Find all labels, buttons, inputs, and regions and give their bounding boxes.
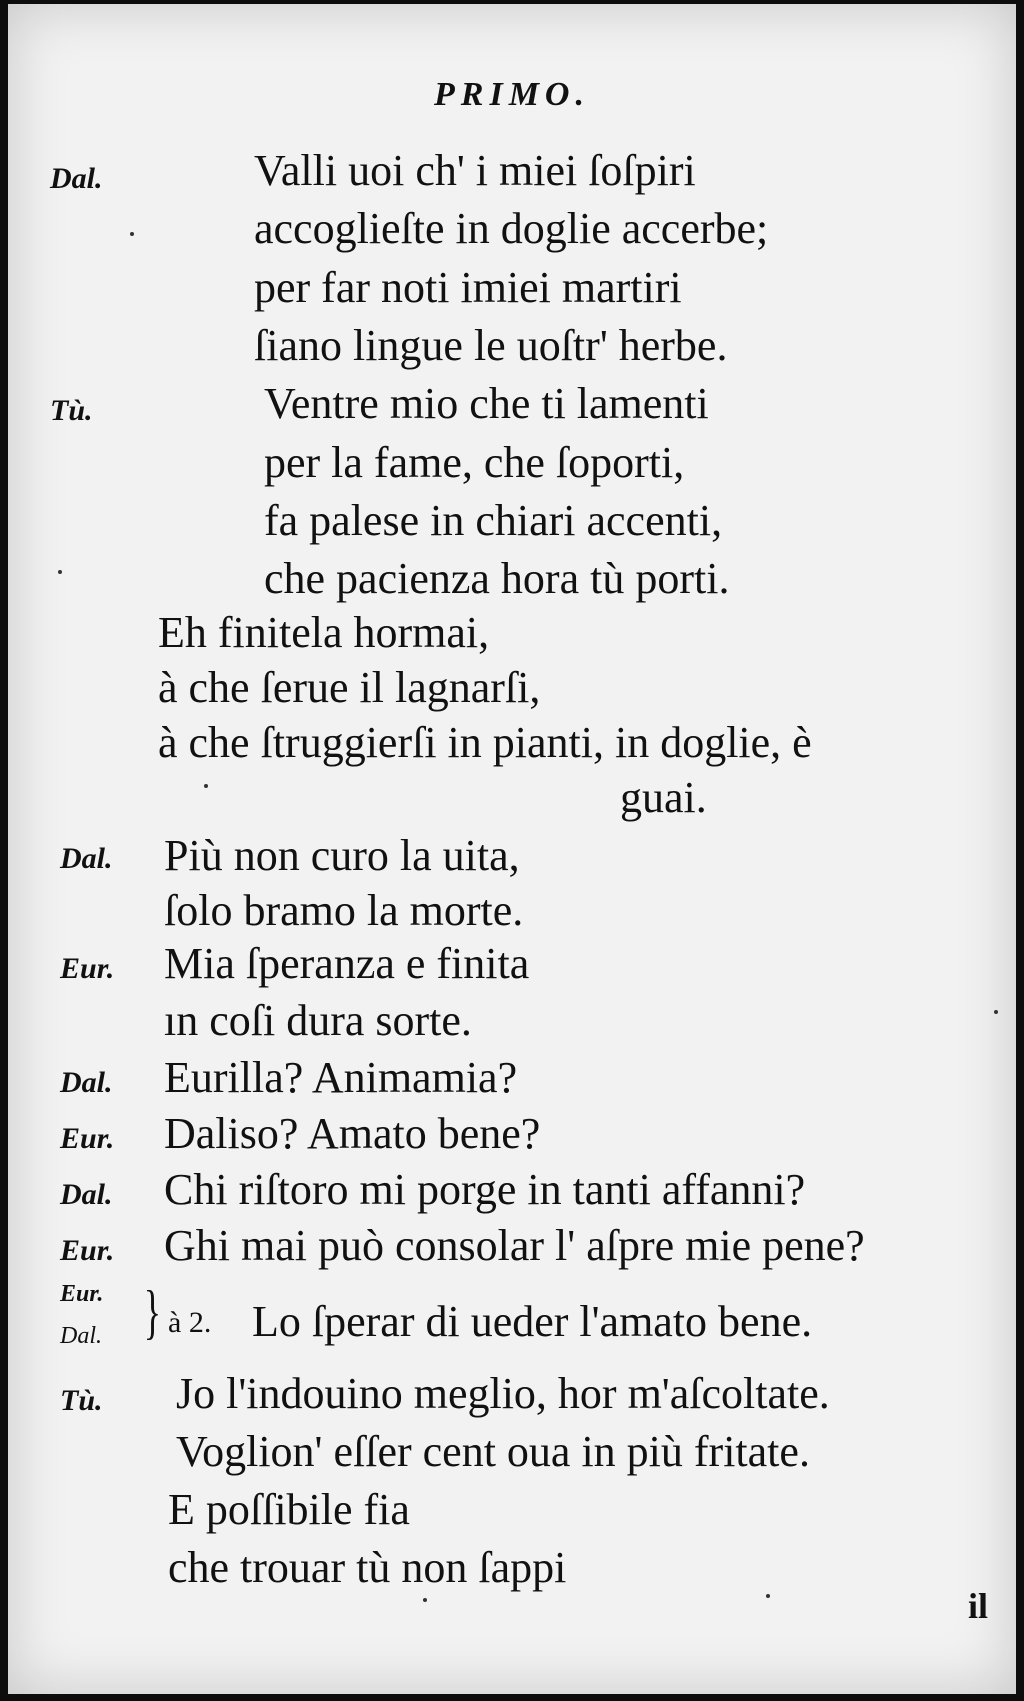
verse-line: E poſſibile fia bbox=[168, 1485, 410, 1534]
verse-line: à che ſerue il lagnarſi, bbox=[158, 663, 541, 712]
verse-line: ſolo bramo la morte. bbox=[164, 886, 524, 935]
verse-line: per far noti imiei martiri bbox=[254, 263, 682, 312]
speaker-label: Eur. bbox=[60, 1122, 115, 1155]
book-page bbox=[8, 4, 1016, 1694]
ink-speck bbox=[766, 1594, 770, 1598]
verse-line: Chi riſtoro mi porge in tanti affanni? bbox=[164, 1165, 806, 1214]
verse-line: Eh finitela hormai, bbox=[158, 608, 490, 657]
duet-brace: } bbox=[143, 1279, 162, 1345]
ink-speck bbox=[423, 1598, 427, 1602]
verse-line: Voglion' eſſer cent oua in più fritate. bbox=[176, 1427, 810, 1476]
verse-line: à che ſtruggierſi in pianti, in doglie, è bbox=[158, 718, 812, 767]
verse-line: ſiano lingue le uoſtr' herbe. bbox=[254, 321, 728, 370]
verse-line: ın coſi dura sorte. bbox=[164, 996, 472, 1045]
verse-turnover: guai. bbox=[620, 773, 707, 822]
verse-line: che pacienza hora tù porti. bbox=[264, 554, 730, 603]
verse-line: Jo l'indouino meglio, hor m'aſcoltate. bbox=[176, 1369, 830, 1418]
verse-line: accoglieſte in doglie accerbe; bbox=[254, 204, 769, 253]
verse-line: Più non curo la uita, bbox=[164, 831, 520, 880]
verse-line: fa palese in chiari accenti, bbox=[264, 496, 723, 545]
duet-marker: à 2. bbox=[168, 1306, 212, 1339]
running-head: PRIMO. bbox=[434, 76, 590, 113]
verse-line: Ghi mai può consolar l' aſpre mie pene? bbox=[164, 1221, 865, 1270]
duet-speaker: Dal. bbox=[60, 1323, 102, 1349]
verse-line: Lo ſperar di ueder l'amato bene. bbox=[252, 1297, 813, 1346]
verse-line: che trouar tù non ſappi bbox=[168, 1543, 567, 1592]
ink-speck bbox=[58, 570, 62, 574]
speaker-label: Tù. bbox=[50, 394, 93, 427]
speaker-label: Dal. bbox=[50, 162, 103, 195]
speaker-label: Eur. bbox=[60, 952, 115, 985]
ink-speck bbox=[130, 232, 134, 236]
speaker-label: Eur. bbox=[60, 1234, 115, 1267]
catchword: il bbox=[968, 1586, 989, 1626]
ink-speck bbox=[204, 784, 208, 788]
speaker-label: Tù. bbox=[60, 1384, 103, 1417]
ink-speck bbox=[994, 1010, 998, 1014]
verse-line: Valli uoi ch' i miei ſoſpiri bbox=[254, 146, 696, 195]
verse-line: Daliso? Amato bene? bbox=[164, 1109, 541, 1158]
verse-line: Mia ſperanza e finita bbox=[164, 939, 530, 988]
duet-speaker: Eur. bbox=[60, 1281, 104, 1307]
verse-line: per la fame, che ſoporti, bbox=[264, 438, 685, 487]
speaker-label: Dal. bbox=[60, 1066, 113, 1099]
verse-line: Eurilla? Animamia? bbox=[164, 1053, 518, 1102]
verse-line: Ventre mio che ti lamenti bbox=[264, 379, 709, 428]
speaker-label: Dal. bbox=[60, 1178, 113, 1211]
speaker-label: Dal. bbox=[60, 842, 113, 875]
